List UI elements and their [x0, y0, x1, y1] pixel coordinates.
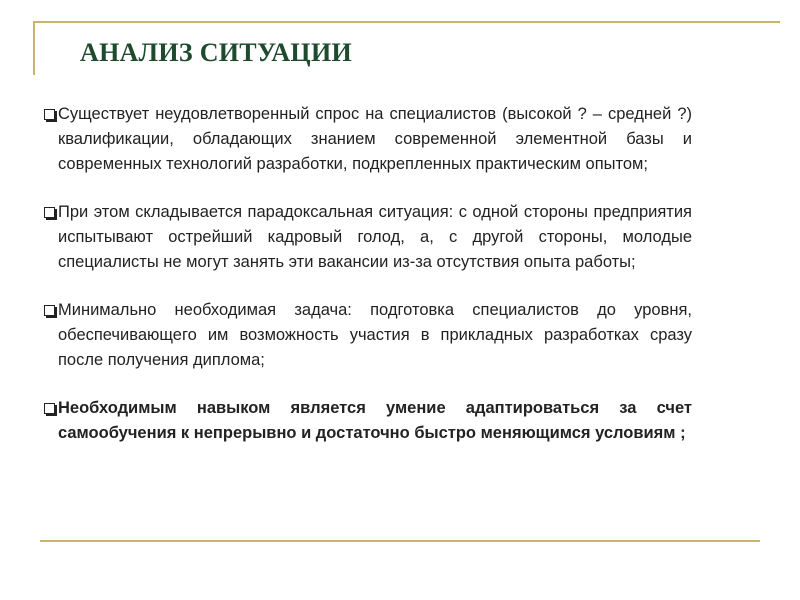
- bullet-item-bold: [38, 396, 692, 446]
- bullet-item: [38, 200, 692, 275]
- slide-title: АНАЛИЗ СИТУАЦИИ: [80, 38, 353, 67]
- checkbox-bullet-icon: [44, 207, 55, 218]
- bullet-item: [38, 298, 692, 373]
- checkbox-bullet-icon: [44, 403, 55, 414]
- bullet-text: Минимально необходимая задача: подготовка специалистов до уровня, обеспечивающего им возможность участия в прикладных разработках сразу после получения диплома;: [58, 301, 692, 369]
- checkbox-bullet-icon: [44, 109, 55, 120]
- bottom-border-line: [40, 540, 760, 542]
- bullet-text: Необходимым навыком является умение адаптироваться за счет самообучения к непрерывно и достаточно быстро меняющимся условиям ;: [58, 399, 692, 442]
- top-border-line: [33, 21, 780, 23]
- bullet-item: [38, 102, 692, 177]
- bullet-text: При этом складывается парадоксальная ситуация: с одной стороны предприятия испытывают острейший кадровый голод, а, с другой стороны, молодые специалисты не могут занять эти вакансии из-за отсутствия опыта работы;: [58, 203, 692, 271]
- left-border-line: [33, 21, 35, 75]
- bullet-text: Существует неудовлетворенный спрос на специалистов (высокой ? – средней ?) квалификации, обладающих знанием современной элементной базы и современных технологий разработки, подкрепленных практическим опытом;: [58, 105, 692, 173]
- checkbox-bullet-icon: [44, 305, 55, 316]
- bullet-list: [38, 102, 692, 469]
